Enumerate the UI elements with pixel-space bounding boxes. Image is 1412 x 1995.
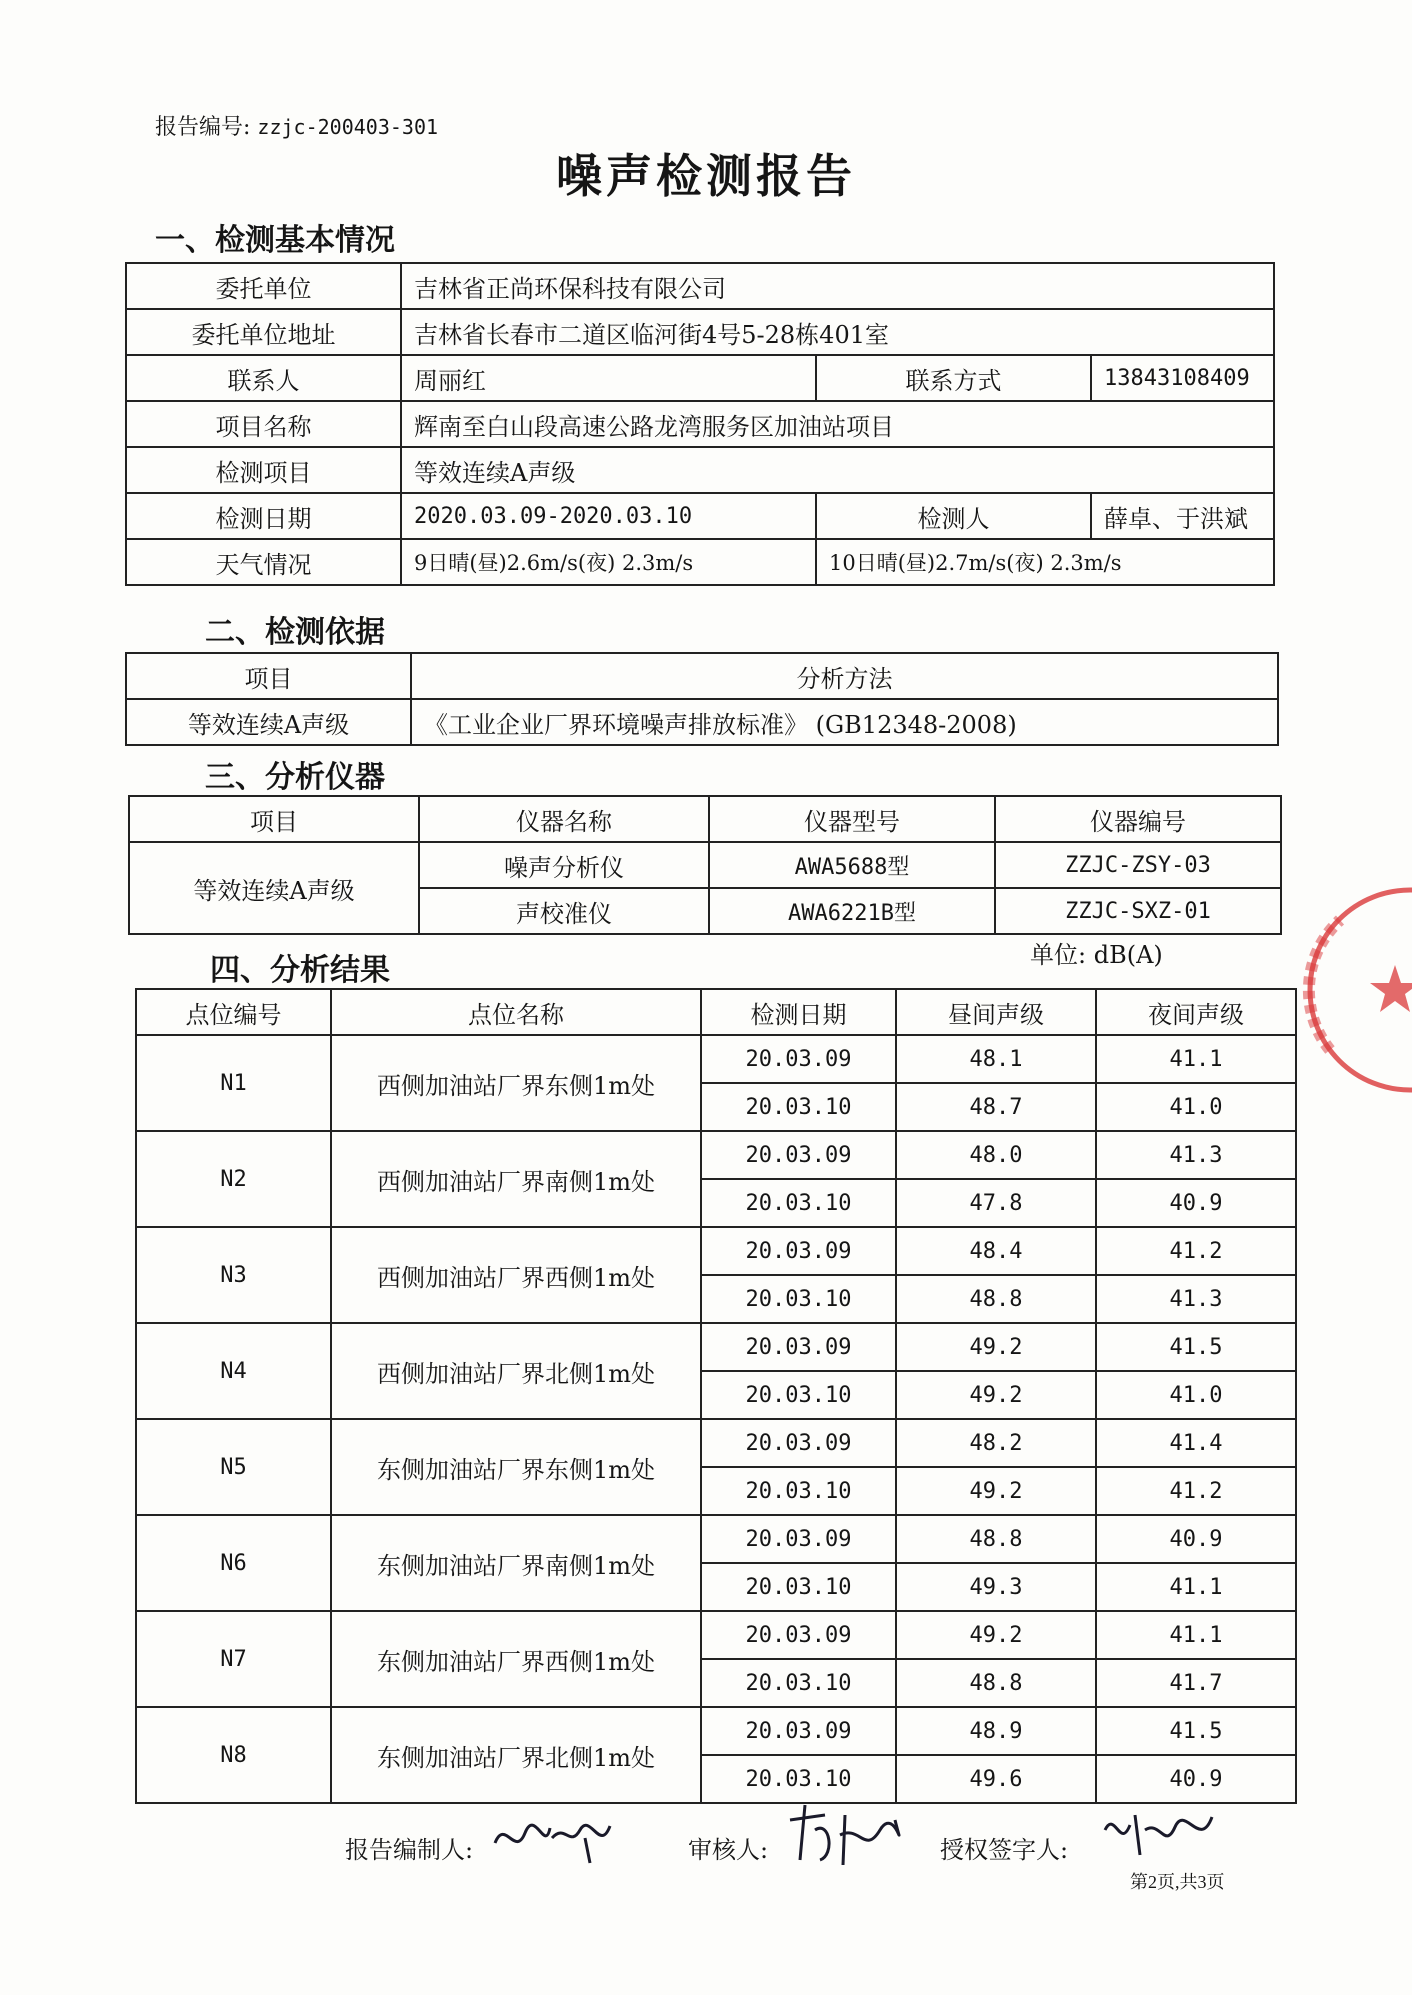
point-name: 西侧加油站厂界西侧1m处 [331, 1227, 701, 1323]
point-id: N2 [136, 1131, 331, 1227]
point-date: 20.03.09 [701, 1323, 896, 1371]
section4-heading: 四、分析结果 [210, 953, 390, 988]
table-row [136, 1419, 1296, 1467]
instr-col-model: 仪器型号 [709, 796, 995, 842]
night-level: 41.3 [1096, 1131, 1296, 1179]
point-date: 20.03.10 [701, 1275, 896, 1323]
report-number-value: zzjc-200403-301 [257, 115, 439, 139]
point-id: N7 [136, 1611, 331, 1707]
point-name: 东侧加油站厂界西侧1m处 [331, 1611, 701, 1707]
project-label: 项目名称 [126, 401, 401, 447]
table-row [136, 1611, 1296, 1659]
point-name: 西侧加油站厂界北侧1m处 [331, 1323, 701, 1419]
table-row [136, 1323, 1296, 1371]
instr-col-item: 项目 [129, 796, 419, 842]
section2-heading: 二、检测依据 [205, 615, 385, 650]
point-id: N6 [136, 1515, 331, 1611]
night-level: 41.3 [1096, 1275, 1296, 1323]
night-level: 41.2 [1096, 1227, 1296, 1275]
unit-label: 单位: dB(A) [1030, 941, 1163, 969]
weather-label: 天气情况 [126, 539, 401, 585]
point-date: 20.03.10 [701, 1563, 896, 1611]
date-value: 2020.03.09-2020.03.10 [401, 493, 816, 539]
point-id: N5 [136, 1419, 331, 1515]
basis-col-method: 分析方法 [411, 653, 1278, 699]
point-date: 20.03.09 [701, 1707, 896, 1755]
point-date: 20.03.09 [701, 1419, 896, 1467]
phone-label: 联系方式 [816, 355, 1091, 401]
instrument-table [128, 795, 1282, 935]
table-row [136, 1227, 1296, 1275]
signer-label: 授权签字人: [940, 1836, 1069, 1864]
results-col-day: 昼间声级 [896, 989, 1096, 1035]
day-level: 49.3 [896, 1563, 1096, 1611]
day-level: 48.1 [896, 1035, 1096, 1083]
instr-item: 等效连续A声级 [129, 842, 419, 934]
point-name: 东侧加油站厂界南侧1m处 [331, 1515, 701, 1611]
weather-day1: 9日晴(昼)2.6m/s(夜) 2.3m/s [401, 539, 816, 585]
inspector-label: 检测人 [816, 493, 1091, 539]
signer-signature-icon [1100, 1805, 1220, 1860]
point-id: N4 [136, 1323, 331, 1419]
day-level: 49.2 [896, 1323, 1096, 1371]
night-level: 40.9 [1096, 1179, 1296, 1227]
address-value: 吉林省长春市二道区临河街4号5-28栋401室 [401, 309, 1274, 355]
client-value: 吉林省正尚环保科技有限公司 [401, 263, 1274, 309]
instr-col-no: 仪器编号 [995, 796, 1281, 842]
day-level: 49.2 [896, 1611, 1096, 1659]
item-label: 检测项目 [126, 447, 401, 493]
table-row [136, 1515, 1296, 1563]
contact-label: 联系人 [126, 355, 401, 401]
inspector-value: 薛卓、于洪斌 [1091, 493, 1274, 539]
point-id: N8 [136, 1707, 331, 1803]
page-title: 噪声检测报告 [556, 149, 856, 203]
night-level: 41.1 [1096, 1035, 1296, 1083]
point-name: 西侧加油站厂界南侧1m处 [331, 1131, 701, 1227]
night-level: 41.1 [1096, 1611, 1296, 1659]
night-level: 41.0 [1096, 1083, 1296, 1131]
instr-col-name: 仪器名称 [419, 796, 709, 842]
point-date: 20.03.10 [701, 1659, 896, 1707]
night-level: 41.0 [1096, 1371, 1296, 1419]
night-level: 41.1 [1096, 1563, 1296, 1611]
reviewer-signature-icon [785, 1800, 915, 1875]
phone-value: 13843108409 [1091, 355, 1274, 401]
point-date: 20.03.10 [701, 1467, 896, 1515]
results-table [135, 988, 1297, 1804]
official-seal-icon [1300, 880, 1412, 1100]
night-level: 40.9 [1096, 1755, 1296, 1803]
point-date: 20.03.10 [701, 1179, 896, 1227]
basic-info-table [125, 262, 1275, 586]
compiler-label: 报告编制人: [345, 1836, 474, 1864]
night-level: 41.4 [1096, 1419, 1296, 1467]
table-row [136, 1131, 1296, 1179]
weather-day2: 10日晴(昼)2.7m/s(夜) 2.3m/s [816, 539, 1274, 585]
point-date: 20.03.09 [701, 1611, 896, 1659]
day-level: 49.2 [896, 1371, 1096, 1419]
basis-col-item: 项目 [126, 653, 411, 699]
instr-model: AWA6221B型 [709, 888, 995, 934]
basis-method: 《工业企业厂界环境噪声排放标准》 (GB12348-2008) [411, 699, 1278, 745]
item-value: 等效连续A声级 [401, 447, 1274, 493]
point-id: N3 [136, 1227, 331, 1323]
project-value: 辉南至白山段高速公路龙湾服务区加油站项目 [401, 401, 1274, 447]
section3-heading: 三、分析仪器 [205, 760, 385, 795]
day-level: 48.0 [896, 1131, 1096, 1179]
page-number: 第2页,共3页 [1130, 1872, 1225, 1892]
section1-heading: 一、检测基本情况 [155, 223, 395, 258]
night-level: 40.9 [1096, 1515, 1296, 1563]
results-col-name: 点位名称 [331, 989, 701, 1035]
day-level: 48.8 [896, 1275, 1096, 1323]
point-name: 东侧加油站厂界东侧1m处 [331, 1419, 701, 1515]
night-level: 41.7 [1096, 1659, 1296, 1707]
results-col-date: 检测日期 [701, 989, 896, 1035]
day-level: 48.8 [896, 1659, 1096, 1707]
table-row [136, 1035, 1296, 1083]
day-level: 48.9 [896, 1707, 1096, 1755]
day-level: 48.7 [896, 1083, 1096, 1131]
address-label: 委托单位地址 [126, 309, 401, 355]
date-label: 检测日期 [126, 493, 401, 539]
point-date: 20.03.09 [701, 1515, 896, 1563]
day-level: 48.2 [896, 1419, 1096, 1467]
results-col-night: 夜间声级 [1096, 989, 1296, 1035]
day-level: 48.8 [896, 1515, 1096, 1563]
instr-name: 噪声分析仪 [419, 842, 709, 888]
day-level: 48.4 [896, 1227, 1096, 1275]
point-date: 20.03.10 [701, 1083, 896, 1131]
instr-no: ZZJC-ZSY-03 [995, 842, 1281, 888]
point-date: 20.03.10 [701, 1371, 896, 1419]
point-date: 20.03.09 [701, 1227, 896, 1275]
point-name: 东侧加油站厂界北侧1m处 [331, 1707, 701, 1803]
point-date: 20.03.09 [701, 1035, 896, 1083]
contact-value: 周丽红 [401, 355, 816, 401]
day-level: 47.8 [896, 1179, 1096, 1227]
point-date: 20.03.10 [701, 1755, 896, 1803]
compiler-signature-icon [490, 1808, 630, 1868]
instr-name: 声校准仪 [419, 888, 709, 934]
client-label: 委托单位 [126, 263, 401, 309]
night-level: 41.5 [1096, 1323, 1296, 1371]
point-id: N1 [136, 1035, 331, 1131]
results-col-id: 点位编号 [136, 989, 331, 1035]
instr-model: AWA5688型 [709, 842, 995, 888]
basis-item: 等效连续A声级 [126, 699, 411, 745]
day-level: 49.2 [896, 1467, 1096, 1515]
reviewer-label: 审核人: [688, 1836, 769, 1864]
instr-no: ZZJC-SXZ-01 [995, 888, 1281, 934]
basis-table [125, 652, 1279, 746]
point-name: 西侧加油站厂界东侧1m处 [331, 1035, 701, 1131]
day-level: 49.6 [896, 1755, 1096, 1803]
night-level: 41.5 [1096, 1707, 1296, 1755]
night-level: 41.2 [1096, 1467, 1296, 1515]
point-date: 20.03.09 [701, 1131, 896, 1179]
report-number [155, 110, 438, 141]
table-row [136, 1707, 1296, 1755]
report-number-label: 报告编号: [155, 115, 251, 140]
